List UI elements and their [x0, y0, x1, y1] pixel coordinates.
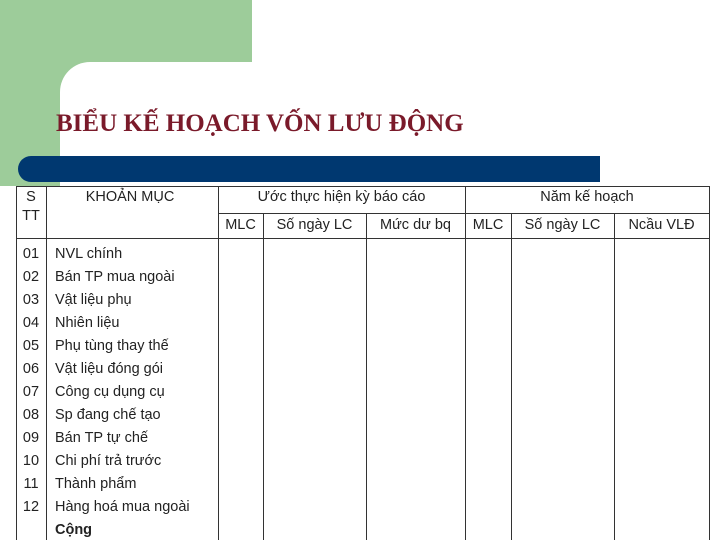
column-divider: [366, 213, 367, 540]
row-item: Bán TP tự chế: [55, 430, 149, 446]
column-divider: [465, 186, 466, 540]
table-top-border: [16, 186, 710, 187]
row-stt: 02: [22, 269, 40, 285]
row-stt: 11: [23, 476, 39, 492]
header-stt-line2: TT: [22, 208, 40, 224]
subheader-so-ngay-lc: Số ngày LC: [276, 217, 353, 233]
header-uoc-thuc-hien: Ước thực hiện kỳ báo cáo: [257, 189, 426, 205]
table-right-border: [709, 186, 710, 540]
column-divider: [218, 186, 219, 540]
column-divider: [614, 213, 615, 540]
column-divider: [511, 213, 512, 540]
row-item: Thành phẩm: [55, 476, 137, 492]
subheader-muc-du-bq: Mức dư bq: [380, 217, 451, 233]
subheader-mlc: MLC: [225, 217, 256, 233]
header-nam-ke-hoach: Năm kế hoạch: [540, 189, 634, 205]
header-khoan-muc: KHOẢN MỤC: [85, 189, 175, 205]
row-item: NVL chính: [55, 246, 123, 262]
total-row-label: Cộng: [55, 522, 93, 538]
row-stt: 05: [22, 338, 40, 354]
row-item: Vật liệu phụ: [55, 292, 132, 308]
row-item: Hàng hoá mua ngoài: [55, 499, 190, 515]
subheader-so-ngay-lc-plan: Số ngày LC: [524, 217, 601, 233]
header-bottom-border: [16, 238, 710, 239]
row-stt: 01: [22, 246, 40, 262]
row-item: Sp đang chế tạo: [55, 407, 161, 423]
header-stt-line1: S: [26, 189, 36, 205]
row-stt: 12: [22, 499, 40, 515]
row-stt: 08: [22, 407, 40, 423]
row-item: Chi phí trả trước: [55, 453, 162, 469]
row-stt: 04: [22, 315, 40, 331]
row-item: Nhiên liệu: [55, 315, 120, 331]
row-stt: 09: [22, 430, 40, 446]
title-underline-bar: [18, 156, 600, 182]
row-stt: 06: [22, 361, 40, 377]
row-item: Bán TP mua ngoài: [55, 269, 175, 285]
header-group-divider: [218, 213, 710, 214]
page-title: BIỂU KẾ HOẠCH VỐN LƯU ĐỘNG: [56, 110, 464, 137]
subheader-ncau-vld: Ncầu VLĐ: [628, 217, 695, 233]
row-item: Công cụ dụng cụ: [55, 384, 165, 400]
row-item: Phụ tùng thay thế: [55, 338, 169, 354]
row-stt: 07: [22, 384, 40, 400]
row-stt: 10: [22, 453, 40, 469]
column-divider: [46, 186, 47, 540]
row-item: Vật liệu đóng gói: [55, 361, 164, 377]
capital-plan-table: [16, 186, 710, 540]
row-stt: 03: [22, 292, 40, 308]
column-divider: [263, 213, 264, 540]
subheader-mlc-plan: MLC: [472, 217, 504, 233]
